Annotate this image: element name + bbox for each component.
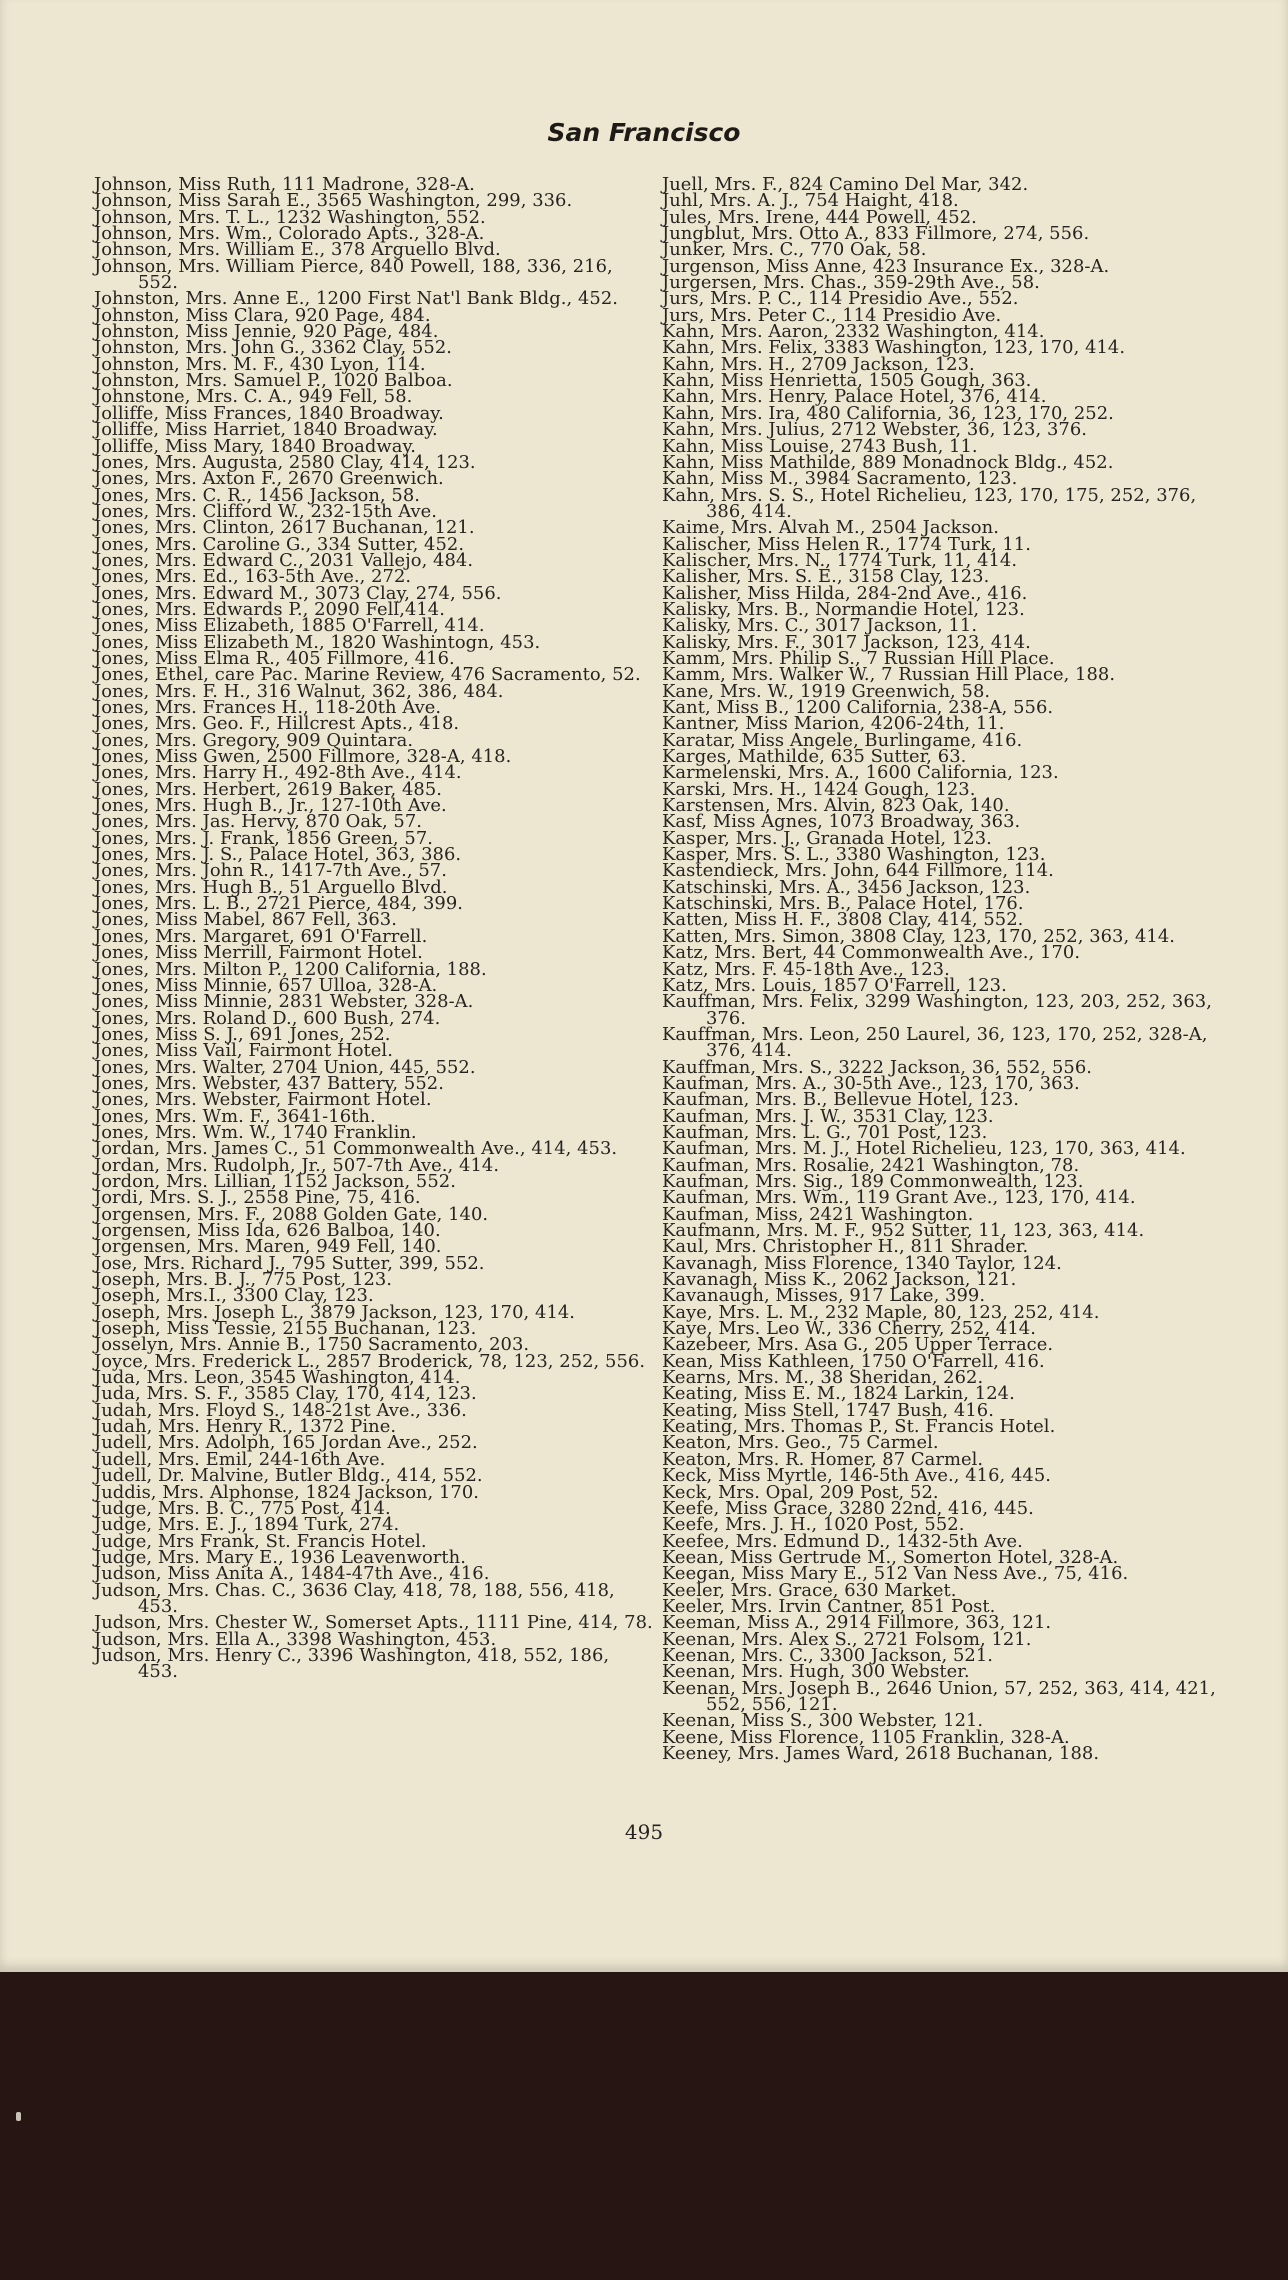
directory-entry: Jules, Mrs. Irene, 444 Powell, 452.: [662, 206, 977, 228]
directory-entry: Joseph, Mrs. B. J., 775 Post, 123.: [94, 1269, 393, 1291]
directory-entry: Keeler, Mrs. Grace, 630 Market.: [662, 1579, 957, 1601]
directory-entry: Keating, Miss Stell, 1747 Bush, 416.: [662, 1399, 994, 1421]
directory-entry: Kasper, Mrs. J., Granada Hotel, 123.: [662, 827, 992, 849]
directory-entry: Karatar, Miss Angele, Burlingame, 416.: [662, 729, 1023, 751]
directory-entry: Joseph, Mrs. Joseph L., 3879 Jackson, 123, 170, 414.: [94, 1301, 576, 1323]
directory-entry: Katz, Mrs. F. 45-18th Ave., 123.: [662, 958, 950, 980]
directory-entry: Kahn, Mrs. Henry, Palace Hotel, 376, 414.: [662, 386, 1047, 408]
directory-entry: Jolliffe, Miss Mary, 1840 Broadway.: [94, 435, 416, 457]
directory-entry: Kane, Mrs. W., 1919 Greenwich, 58.: [662, 680, 991, 702]
directory-entry: Kearns, Mrs. M., 38 Sheridan, 262.: [662, 1367, 984, 1389]
directory-entry: Kahn, Mrs. H., 2709 Jackson, 123.: [662, 353, 975, 375]
directory-entry: Judah, Mrs. Floyd S., 148-21st Ave., 336.: [94, 1399, 467, 1421]
directory-entry: Katten, Miss H. F., 3808 Clay, 414, 552.: [662, 909, 1024, 931]
directory-entry: Jorgensen, Miss Ida, 626 Balboa, 140.: [94, 1220, 441, 1241]
directory-entry: Jones, Mrs. Herbert, 2619 Baker, 485.: [94, 778, 443, 800]
directory-entry: Jones, Mrs. Edward M., 3073 Clay, 274, 556.: [94, 582, 502, 604]
directory-entry: Kant, Miss B., 1200 California, 238-A, 556.: [662, 697, 1054, 718]
directory-entry: Keene, Miss Florence, 1105 Franklin, 328-A.: [662, 1726, 1070, 1748]
directory-entry: Johnston, Mrs. Anne E., 1200 First Nat'l Bank Bldg., 452.: [94, 288, 618, 310]
directory-entry: Judson, Miss Anita A., 1484-47th Ave., 416.: [94, 1563, 490, 1585]
directory-entry: Johnston, Miss Jennie, 920 Page, 484.: [94, 321, 439, 343]
directory-entry: Jones, Miss Mabel, 867 Fell, 363.: [94, 909, 397, 931]
directory-entry: Katschinski, Mrs. A., 3456 Jackson, 123.: [662, 876, 1031, 898]
directory-entry: Keating, Mrs. Thomas P., St. Francis Hotel.: [662, 1416, 1056, 1438]
directory-entry: Johnson, Miss Ruth, 111 Madrone, 328-A.: [94, 174, 475, 195]
directory-entry: Juddis, Mrs. Alphonse, 1824 Jackson, 170.: [94, 1481, 480, 1503]
directory-entry: Kaufman, Mrs. Wm., 119 Grant Ave., 123, 170, 414.: [662, 1187, 1136, 1209]
directory-entry: Jones, Miss Merrill, Fairmont Hotel.: [94, 942, 423, 964]
directory-entry: Juda, Mrs. S. F., 3585 Clay, 170, 414, 123.: [94, 1383, 477, 1405]
directory-entry: Jones, Mrs. Wm. W., 1740 Franklin.: [94, 1121, 417, 1143]
directory-entry: Jones, Miss Elizabeth M., 1820 Washintogn, 453.: [94, 631, 541, 653]
directory-entry: Keeman, Miss A., 2914 Fillmore, 363, 121.: [662, 1612, 1052, 1634]
directory-entry: Jones, Mrs. C. R., 1456 Jackson, 58.: [94, 484, 421, 506]
directory-entry: Johnson, Mrs. T. L., 1232 Washington, 552.: [94, 206, 486, 228]
directory-entry: Jones, Mrs. Geo. F., Hillcrest Apts., 418.: [94, 713, 460, 735]
page-number: 495: [624, 1820, 664, 1844]
directory-entry: Karstensen, Mrs. Alvin, 823 Oak, 140.: [662, 795, 1010, 817]
directory-entry: Judge, Mrs Frank, St. Francis Hotel.: [94, 1530, 427, 1552]
directory-entry: Kasf, Miss Agnes, 1073 Broadway, 363.: [662, 811, 1021, 833]
directory-entry: Juhl, Mrs. A. J., 754 Haight, 418.: [662, 190, 959, 212]
directory-entry: Judell, Mrs. Adolph, 165 Jordan Ave., 252.: [94, 1432, 478, 1454]
directory-entry: Kaye, Mrs. Leo W., 336 Cherry, 252, 414.: [662, 1318, 1036, 1340]
left-column: [94, 174, 654, 1683]
directory-entry: Kamm, Mrs. Philip S., 7 Russian Hill Place.: [662, 647, 1055, 669]
directory-entry: Kahn, Miss M., 3984 Sacramento, 123.: [662, 468, 1018, 490]
directory-entry: Jones, Mrs. Margaret, 691 O'Farrell.: [94, 925, 428, 947]
directory-entry: Kaufman, Mrs. A., 30-5th Ave., 123, 170, 363.: [662, 1072, 1080, 1094]
directory-entry: Judge, Mrs. E. J., 1894 Turk, 274.: [94, 1514, 400, 1536]
directory-entry: Joseph, Miss Tessie, 2155 Buchanan, 123.: [94, 1318, 477, 1340]
directory-entry: Jones, Miss Minnie, 657 Ulloa, 328-A.: [94, 974, 438, 996]
directory-entry: Kaufman, Mrs. Sig., 189 Commonwealth, 123.: [662, 1170, 1084, 1192]
directory-entry: Kahn, Mrs. Aaron, 2332 Washington, 414.: [662, 321, 1045, 343]
directory-entry: Kazebeer, Mrs. Asa G., 205 Upper Terrace.: [662, 1334, 1054, 1356]
directory-entry: Kauffman, Mrs. S., 3222 Jackson, 36, 552, 556.: [662, 1056, 1092, 1078]
directory-entry: Jones, Mrs. Hugh B., 51 Arguello Blvd.: [94, 876, 448, 898]
directory-entry: Jordan, Mrs. James C., 51 Commonwealth Ave., 414, 453.: [94, 1138, 618, 1160]
directory-entry: Jones, Mrs. Edwards P., 2090 Fell,414.: [94, 598, 445, 620]
directory-entry: Keck, Mrs. Opal, 209 Post, 52.: [662, 1481, 939, 1503]
directory-entry: Jones, Miss Elizabeth, 1885 O'Farrell, 414.: [94, 615, 485, 637]
directory-entry: Joyce, Mrs. Frederick L., 2857 Broderick, 78, 123, 252, 556.: [94, 1350, 646, 1372]
directory-entry: Josselyn, Mrs. Annie B., 1750 Sacramento, 203.: [94, 1334, 530, 1356]
directory-entry: Jose, Mrs. Richard J., 795 Sutter, 399, 552.: [94, 1252, 485, 1274]
right-column: [662, 174, 1222, 1764]
directory-entry: Kaufman, Mrs. B., Bellevue Hotel, 123.: [662, 1089, 1019, 1111]
directory-entry: Jones, Miss Vail, Fairmont Hotel.: [94, 1040, 393, 1062]
directory-entry: Kalischer, Mrs. N., 1774 Turk, 11, 414.: [662, 549, 1018, 571]
directory-entry: Keenan, Mrs. C., 3300 Jackson, 521.: [662, 1644, 994, 1666]
directory-entry: Jurs, Mrs. Peter C., 114 Presidio Ave.: [662, 304, 1002, 326]
directory-entry: Kalisky, Mrs. C., 3017 Jackson, 11.: [662, 615, 978, 637]
directory-entry: Jones, Mrs. Ed., 163-5th Ave., 272.: [94, 566, 412, 588]
directory-entry: Kahn, Mrs. Felix, 3383 Washington, 123, 170, 414.: [662, 337, 1126, 359]
directory-entry: Kauffman, Mrs. Felix, 3299 Washington, 123, 203, 252, 363, 376.: [662, 991, 1212, 1029]
directory-entry: Keck, Miss Myrtle, 146-5th Ave., 416, 445.: [662, 1465, 1052, 1487]
directory-entry: Kastendieck, Mrs. John, 644 Fillmore, 114.: [662, 860, 1054, 882]
directory-entry: Kamm, Mrs. Walker W., 7 Russian Hill Place, 188.: [662, 664, 1116, 686]
directory-entry: Jordon, Mrs. Lillian, 1152 Jackson, 552.: [94, 1170, 456, 1192]
directory-entry: Johnston, Miss Clara, 920 Page, 484.: [94, 304, 431, 326]
directory-entry: Johnson, Miss Sarah E., 3565 Washington, 299, 336.: [94, 190, 573, 212]
directory-entry: Keeney, Mrs. James Ward, 2618 Buchanan, 188.: [662, 1743, 1100, 1764]
directory-entry: Jones, Mrs. Webster, 437 Battery, 552.: [94, 1072, 444, 1094]
directory-entry: Keenan, Mrs. Alex S., 2721 Folsom, 121.: [662, 1628, 1032, 1650]
directory-entry: Kahn, Mrs. Julius, 2712 Webster, 36, 123, 376.: [662, 419, 1087, 441]
directory-entry: Kaufman, Mrs. M. J., Hotel Richelieu, 123, 170, 363, 414.: [662, 1138, 1186, 1160]
directory-entry: Jolliffe, Miss Harriet, 1840 Broadway.: [94, 419, 438, 441]
directory-entry: Kaul, Mrs. Christopher H., 811 Shrader.: [662, 1236, 1029, 1258]
directory-entry: Judson, Mrs. Chas. C., 3636 Clay, 418, 78, 188, 556, 418, 453.: [94, 1579, 615, 1617]
directory-entry: Jones, Mrs. Augusta, 2580 Clay, 414, 123.: [94, 451, 476, 473]
directory-entry: Jones, Mrs. Webster, Fairmont Hotel.: [94, 1089, 432, 1111]
directory-entry: Jones, Mrs. L. B., 2721 Pierce, 484, 399.: [94, 893, 463, 915]
directory-entry: Karmelenski, Mrs. A., 1600 California, 123.: [662, 762, 1059, 784]
directory-entry: Jones, Mrs. Clinton, 2617 Buchanan, 121.: [94, 517, 475, 539]
directory-entry: Kavanagh, Miss K., 2062 Jackson, 121.: [662, 1269, 1017, 1291]
directory-entry: Kaufman, Mrs. L. G., 701 Post, 123.: [662, 1121, 988, 1143]
directory-entry: Kasper, Mrs. S. L., 3380 Washington, 123.: [662, 844, 1046, 866]
directory-entry: Judah, Mrs. Henry R., 1372 Pine.: [94, 1416, 397, 1438]
directory-entry: Judson, Mrs. Ella A., 3398 Washington, 453.: [94, 1628, 497, 1650]
directory-entry: Kalisher, Mrs. S. E., 3158 Clay, 123.: [662, 566, 990, 588]
directory-entry: Kalisher, Miss Hilda, 284-2nd Ave., 416.: [662, 582, 1028, 604]
directory-entry: Karski, Mrs. H., 1424 Gough, 123.: [662, 778, 976, 800]
directory-entry: Keenan, Mrs. Hugh, 300 Webster.: [662, 1661, 970, 1683]
directory-entry: Jones, Mrs. Roland D., 600 Bush, 274.: [94, 1007, 441, 1029]
directory-entry: Kalischer, Miss Helen R., 1774 Turk, 11.: [662, 533, 1031, 555]
directory-entry: Jones, Mrs. Gregory, 909 Quintara.: [94, 729, 414, 751]
directory-entry: Jones, Miss Minnie, 2831 Webster, 328-A.: [94, 991, 474, 1013]
directory-entry: Keenan, Mrs. Joseph B., 2646 Union, 57, 252, 363, 414, 421, 552, 556, 121.: [662, 1677, 1216, 1715]
directory-entry: Jones, Mrs. John R., 1417-7th Ave., 57.: [94, 860, 447, 882]
directory-entry: Katz, Mrs. Bert, 44 Commonwealth Ave., 170.: [662, 942, 1081, 964]
directory-entry: Jorgensen, Mrs. Maren, 949 Fell, 140.: [94, 1236, 442, 1258]
directory-entry: Jones, Mrs. Hugh B., Jr., 127-10th Ave.: [94, 795, 447, 817]
directory-entry: Kaufman, Miss, 2421 Washington.: [662, 1203, 974, 1225]
directory-entry: Judson, Mrs. Chester W., Somerset Apts., 1111 Pine, 414, 78.: [94, 1612, 653, 1634]
directory-entry: Keenan, Miss S., 300 Webster, 121.: [662, 1710, 984, 1732]
directory-entry: Jorgensen, Mrs. F., 2088 Golden Gate, 140.: [94, 1203, 489, 1225]
directory-entry: Jones, Miss Gwen, 2500 Fillmore, 328-A, 418.: [94, 746, 512, 768]
directory-entry: Jones, Mrs. Milton P., 1200 California, 188.: [94, 958, 487, 980]
directory-entry: Judell, Dr. Malvine, Butler Bldg., 414, 552.: [94, 1465, 483, 1487]
directory-entry: Jones, Mrs. J. Frank, 1856 Green, 57.: [94, 827, 433, 849]
directory-entry: Jungblut, Mrs. Otto A., 833 Fillmore, 274, 556.: [662, 223, 1090, 245]
directory-entry: Kaufmann, Mrs. M. F., 952 Sutter, 11, 123, 363, 414.: [662, 1220, 1145, 1241]
directory-entry: Judge, Mrs. B. C., 775 Post, 414.: [94, 1497, 391, 1519]
directory-entry: Jordan, Mrs. Rudolph, Jr., 507-7th Ave., 414.: [94, 1154, 500, 1176]
directory-entry: Johnston, Mrs. M. F., 430 Lyon, 114.: [94, 353, 426, 375]
directory-entry: Juell, Mrs. F., 824 Camino Del Mar, 342.: [662, 174, 1029, 195]
directory-entry: Kaufman, Mrs. J. W., 3531 Clay, 123.: [662, 1105, 994, 1127]
directory-entry: Katten, Mrs. Simon, 3808 Clay, 123, 170, 252, 363, 414.: [662, 925, 1175, 947]
directory-entry: Jones, Mrs. Clifford W., 232-15th Ave.: [94, 500, 438, 522]
directory-entry: Kavanagh, Miss Florence, 1340 Taylor, 124.: [662, 1252, 1062, 1274]
directory-entry: Kahn, Miss Henrietta, 1505 Gough, 363.: [662, 370, 1032, 392]
directory-entry: Jurgersen, Mrs. Chas., 359-29th Ave., 58.: [662, 272, 1040, 294]
directory-entry: Jones, Mrs. Edward C., 2031 Vallejo, 484.: [94, 549, 474, 571]
directory-entry: Keating, Miss E. M., 1824 Larkin, 124.: [662, 1383, 1015, 1405]
directory-entry: Kahn, Mrs. Ira, 480 California, 36, 123, 170, 252.: [662, 402, 1114, 424]
directory-entry: Jones, Mrs. Caroline G., 334 Sutter, 452.: [94, 533, 465, 555]
directory-entry: Jones, Mrs. Jas. Hervy, 870 Oak, 57.: [94, 811, 423, 833]
directory-entry: Kahn, Miss Mathilde, 889 Monadnock Bldg., 452.: [662, 451, 1114, 473]
directory-entry: Johnston, Mrs. Samuel P., 1020 Balboa.: [94, 370, 453, 392]
directory-entry: Judson, Mrs. Henry C., 3396 Washington, 418, 552, 186, 453.: [94, 1644, 610, 1683]
directory-entry: Keefee, Mrs. Edmund D., 1432-5th Ave.: [662, 1530, 1023, 1552]
directory-entry: Johnston, Mrs. John G., 3362 Clay, 552.: [94, 337, 453, 359]
directory-entry: Joseph, Mrs.I., 3300 Clay, 123.: [94, 1285, 374, 1307]
dust-speck: [16, 2112, 21, 2121]
directory-entry: Katz, Mrs. Louis, 1857 O'Farrell, 123.: [662, 974, 1007, 996]
running-head: San Francisco: [547, 118, 741, 147]
page-edge-shadow: [0, 1972, 1288, 2280]
directory-entry: Kauffman, Mrs. Leon, 250 Laurel, 36, 123, 170, 252, 328-A, 376, 414.: [662, 1023, 1208, 1062]
directory-entry: Jolliffe, Miss Frances, 1840 Broadway.: [94, 402, 444, 424]
directory-entry: Jones, Mrs. Wm. F., 3641-16th.: [94, 1105, 376, 1127]
directory-entry: Judge, Mrs. Mary E., 1936 Leavenworth.: [94, 1546, 466, 1568]
directory-entry: Jones, Miss Elma R., 405 Fillmore, 416.: [94, 647, 455, 669]
directory-entry: Johnson, Mrs. Wm., Colorado Apts., 328-A.: [94, 223, 485, 245]
directory-entry: Keefe, Mrs. J. H., 1020 Post, 552.: [662, 1514, 965, 1536]
directory-entry: Kahn, Miss Louise, 2743 Bush, 11.: [662, 435, 978, 457]
directory-entry: Keean, Miss Gertrude M., Somerton Hotel, 328-A.: [662, 1546, 1119, 1568]
directory-entry: Kahn, Mrs. S. S., Hotel Richelieu, 123, 170, 175, 252, 376, 386, 414.: [662, 484, 1197, 522]
directory-entry: Jones, Mrs. Harry H., 492-8th Ave., 414.: [94, 762, 462, 784]
directory-entry: Jones, Ethel, care Pac. Marine Review, 476 Sacramento, 52.: [94, 664, 641, 686]
directory-entry: Keaton, Mrs. Geo., 75 Carmel.: [662, 1432, 939, 1454]
directory-entry: Kaufman, Mrs. Rosalie, 2421 Washington, 78.: [662, 1154, 1080, 1176]
directory-entry: Judell, Mrs. Emil, 244-16th Ave.: [94, 1448, 386, 1470]
directory-entry: Kaime, Mrs. Alvah M., 2504 Jackson.: [662, 517, 999, 539]
directory-entry: Kantner, Miss Marion, 4206-24th, 11.: [662, 713, 1005, 735]
directory-entry: Katschinski, Mrs. B., Palace Hotel, 176.: [662, 893, 1024, 915]
directory-entry: Kavanaugh, Misses, 917 Lake, 399.: [662, 1285, 986, 1307]
directory-entry: Keeler, Mrs. Irvin Cantner, 851 Post.: [662, 1595, 996, 1617]
directory-entry: Johnstone, Mrs. C. A., 949 Fell, 58.: [94, 386, 413, 408]
directory-entry: Jones, Mrs. F. H., 316 Walnut, 362, 386, 484.: [94, 680, 504, 702]
directory-entry: Jones, Mrs. Axton F., 2670 Greenwich.: [94, 468, 444, 490]
directory-entry: Jurgenson, Miss Anne, 423 Insurance Ex., 328-A.: [662, 255, 1110, 277]
directory-entry: Karges, Mathilde, 635 Sutter, 63.: [662, 746, 967, 768]
directory-entry: Keaton, Mrs. R. Homer, 87 Carmel.: [662, 1448, 984, 1470]
directory-entry: Johnson, Mrs. William E., 378 Arguello Blvd.: [94, 239, 501, 261]
directory-entry: Jones, Mrs. Frances H., 118-20th Ave.: [94, 697, 442, 718]
directory-entry: Jones, Miss S. J., 691 Jones, 252.: [94, 1023, 391, 1045]
directory-entry: Jones, Mrs. J. S., Palace Hotel, 363, 386.: [94, 844, 462, 866]
directory-entry: Johnson, Mrs. William Pierce, 840 Powell, 188, 336, 216, 552.: [94, 255, 613, 294]
directory-entry: Keegan, Miss Mary E., 512 Van Ness Ave., 75, 416.: [662, 1563, 1129, 1585]
directory-entry: Juda, Mrs. Leon, 3545 Washington, 414.: [94, 1367, 461, 1389]
directory-entry: Kalisky, Mrs. F., 3017 Jackson, 123, 414.: [662, 631, 1031, 653]
directory-entry: Keefe, Miss Grace, 3280 22nd, 416, 445.: [662, 1497, 1034, 1519]
directory-entry: Kalisky, Mrs. B., Normandie Hotel, 123.: [662, 598, 1025, 620]
directory-entry: Jurs, Mrs. P. C., 114 Presidio Ave., 552.: [662, 288, 1019, 310]
directory-entry: Kean, Miss Kathleen, 1750 O'Farrell, 416.: [662, 1350, 1045, 1372]
directory-entry: Jones, Mrs. Walter, 2704 Union, 445, 552.: [94, 1056, 476, 1078]
directory-entry: Jordi, Mrs. S. J., 2558 Pine, 75, 416.: [94, 1187, 421, 1209]
directory-entry: Kaye, Mrs. L. M., 232 Maple, 80, 123, 252, 414.: [662, 1301, 1100, 1323]
directory-entry: Junker, Mrs. C., 770 Oak, 58.: [662, 239, 927, 261]
